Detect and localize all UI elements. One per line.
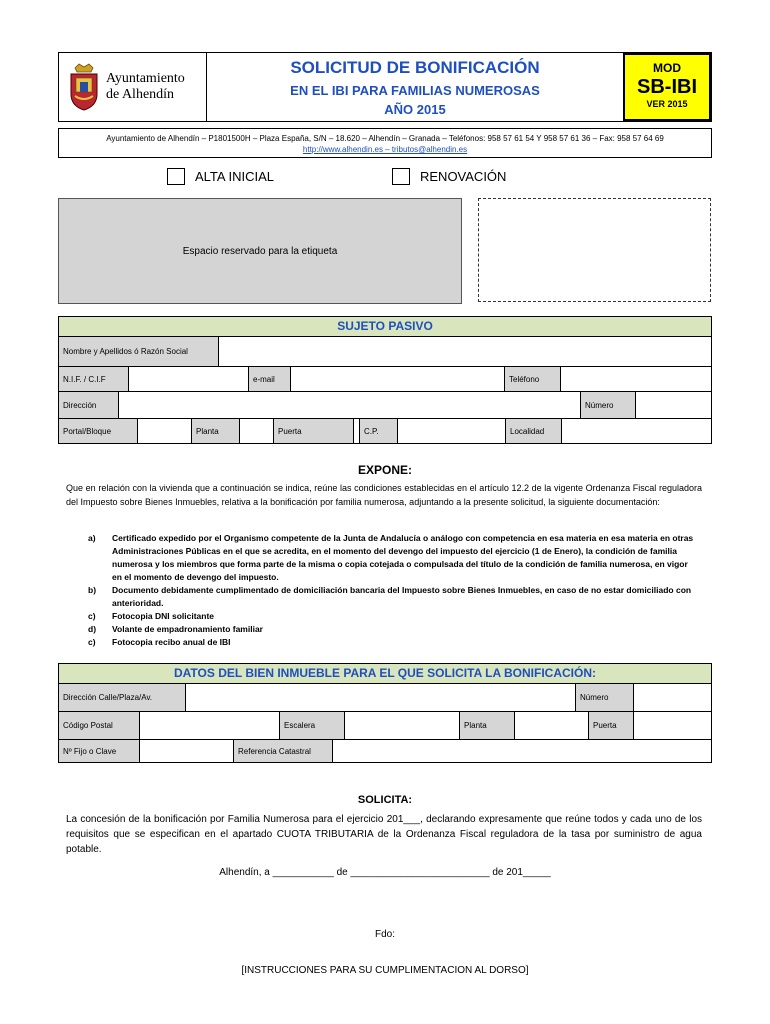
model-version: VER 2015 <box>646 99 688 109</box>
inm-planta-field[interactable] <box>515 712 589 739</box>
address-bar <box>58 128 712 158</box>
coat-of-arms-icon <box>67 62 101 112</box>
list-item: c) Fotocopia recibo anual de IBI <box>88 637 231 647</box>
numero-label: Número <box>581 392 636 418</box>
renovacion-checkbox[interactable] <box>392 168 410 185</box>
nombre-label: Nombre y Apellidos ó Razón Social <box>59 337 219 366</box>
inmueble-title: DATOS DEL BIEN INMUEBLE PARA EL QUE SOLICITA LA BONIFICACIÓN: <box>59 664 711 684</box>
alta-checkbox[interactable] <box>167 168 185 185</box>
label-reserved-area <box>58 198 462 304</box>
inm-ref-field[interactable] <box>333 740 711 762</box>
nif-label: N.I.F. / C.I.F <box>59 367 129 391</box>
numero-field[interactable] <box>636 392 711 418</box>
option-alta[interactable] <box>167 168 274 185</box>
list-item: a) Certificado expedido por el Organismo competente de la Junta de Andalucía o análogo con competencia en esa materia en esa materia en otras Administraciones Públicas en el que se acredita, en el momento del devengo del impuesto del ejercicio (1 de Enero), la condición de familia numerosa y los miembros que forma parte de la misma o copia cotejada o compulsada del título de la condición de familia numerosa, en vigor en el momento de devengo del impuesto. <box>88 533 694 582</box>
logo-line-1: Ayuntamiento <box>106 71 185 86</box>
inm-escalera-field[interactable] <box>345 712 460 739</box>
list-item: d) Volante de empadronamiento familiar <box>88 624 263 634</box>
sujeto-title: SUJETO PASIVO <box>59 317 711 337</box>
municipality-logo <box>59 53 207 121</box>
website-link[interactable]: http://www.alhendin.es – tributos@alhendin.es <box>302 145 468 154</box>
model-label: MOD <box>653 61 681 75</box>
inm-cp-label: Código Postal <box>59 712 140 739</box>
telefono-field[interactable] <box>561 367 711 391</box>
table-row <box>59 712 711 740</box>
inmueble-table <box>58 663 712 763</box>
form-year: AÑO 2015 <box>384 102 446 117</box>
inm-numero-field[interactable] <box>634 684 711 711</box>
nif-field[interactable] <box>129 367 249 391</box>
documents-list <box>88 532 700 649</box>
model-code: SB-IBI <box>637 76 697 98</box>
portal-field[interactable] <box>138 419 192 443</box>
table-row <box>59 740 711 762</box>
puerta-label: Puerta <box>274 419 354 443</box>
localidad-label: Localidad <box>506 419 562 443</box>
inm-puerta-label: Puerta <box>589 712 634 739</box>
inm-cp-field[interactable] <box>140 712 280 739</box>
instructions-note: [INSTRUCCIONES PARA SU CUMPLIMENTACION AL DORSO] <box>241 965 529 976</box>
inm-fijo-label: Nº Fijo o Clave <box>59 740 140 762</box>
table-row <box>59 367 711 392</box>
email-label: e-mail <box>249 367 291 391</box>
solicita-paragraph: La concesión de la bonificación por Familia Numerosa para el ejercicio 201___, declarando expresamente que reúne todos y cada uno de los requisitos que se especifican en el apartado CUOTA TRIBUTARIA de la Ordenanza Fiscal reguladora de la tasa por suministro de agua potable. <box>66 814 702 855</box>
table-row <box>59 419 711 443</box>
cp-label: C.P. <box>360 419 398 443</box>
inm-planta-label: Planta <box>460 712 515 739</box>
inm-escalera-label: Escalera <box>280 712 345 739</box>
inm-direccion-label: Dirección Calle/Plaza/Av. <box>59 684 186 711</box>
renovacion-label: RENOVACIÓN <box>420 169 507 184</box>
option-renovacion[interactable] <box>392 168 506 185</box>
inm-puerta-field[interactable] <box>634 712 711 739</box>
table-row <box>59 684 711 712</box>
portal-label: Portal/Bloque <box>59 419 138 443</box>
table-row <box>59 337 711 367</box>
list-item: b) Documento debidamente cumplimentado de domiciliación bancaria del Impuesto sobre Bienes Inmuebles, en caso de no estar domiciliado con anterioridad. <box>88 585 692 608</box>
form-title: SOLICITUD DE BONIFICACIÓN <box>290 58 540 77</box>
solicita-heading: SOLICITA: <box>357 794 413 806</box>
address-line: Ayuntamiento de Alhendín – P1801500H – Plaza España, S/N – 18.620 – Alhendín – Granada – Teléfonos: 958 57 61 54 Y 958 57 61 36 – Fax: 958 57 64 69 <box>106 134 664 143</box>
signature-line[interactable]: Fdo: <box>374 929 395 940</box>
logo-line-2: de Alhendín <box>106 87 175 102</box>
inm-direccion-field[interactable] <box>186 684 576 711</box>
form-header <box>58 52 712 122</box>
expone-heading: EXPONE: <box>357 463 412 477</box>
planta-label: Planta <box>192 419 240 443</box>
email-field[interactable] <box>291 367 505 391</box>
form-subtitle: EN EL IBI PARA FAMILIAS NUMEROSAS <box>290 83 540 98</box>
cp-field[interactable] <box>398 419 506 443</box>
inm-numero-label: Número <box>576 684 634 711</box>
label-area-text: Espacio reservado para la etiqueta <box>182 245 338 257</box>
table-row <box>59 392 711 419</box>
direccion-label: Dirección <box>59 392 119 418</box>
expone-paragraph: Que en relación con la vivienda que a continuación se indica, reúne las condiciones establecidas en el artículo 12.2 de la vigente Ordenanza Fiscal reguladora del Impuesto sobre Bienes Inmuebles, relativa a la bonificación por familia numerosa, adjuntando a la presente solicitud, la siguiente documentación: <box>66 483 702 507</box>
nombre-field[interactable] <box>219 337 711 366</box>
alta-label: ALTA INICIAL <box>195 169 274 184</box>
model-code-box <box>623 53 711 121</box>
telefono-label: Teléfono <box>505 367 561 391</box>
registry-stamp-area <box>478 198 711 302</box>
date-line[interactable]: Alhendín, a ___________ de _________________________ de 201_____ <box>219 867 551 878</box>
list-item: c) Fotocopia DNI solicitante <box>88 611 215 621</box>
planta-field[interactable] <box>240 419 274 443</box>
sujeto-pasivo-table <box>58 316 712 444</box>
localidad-field[interactable] <box>562 419 711 443</box>
inm-fijo-field[interactable] <box>140 740 234 762</box>
direccion-field[interactable] <box>119 392 581 418</box>
inm-ref-label: Referencia Catastral <box>234 740 333 762</box>
